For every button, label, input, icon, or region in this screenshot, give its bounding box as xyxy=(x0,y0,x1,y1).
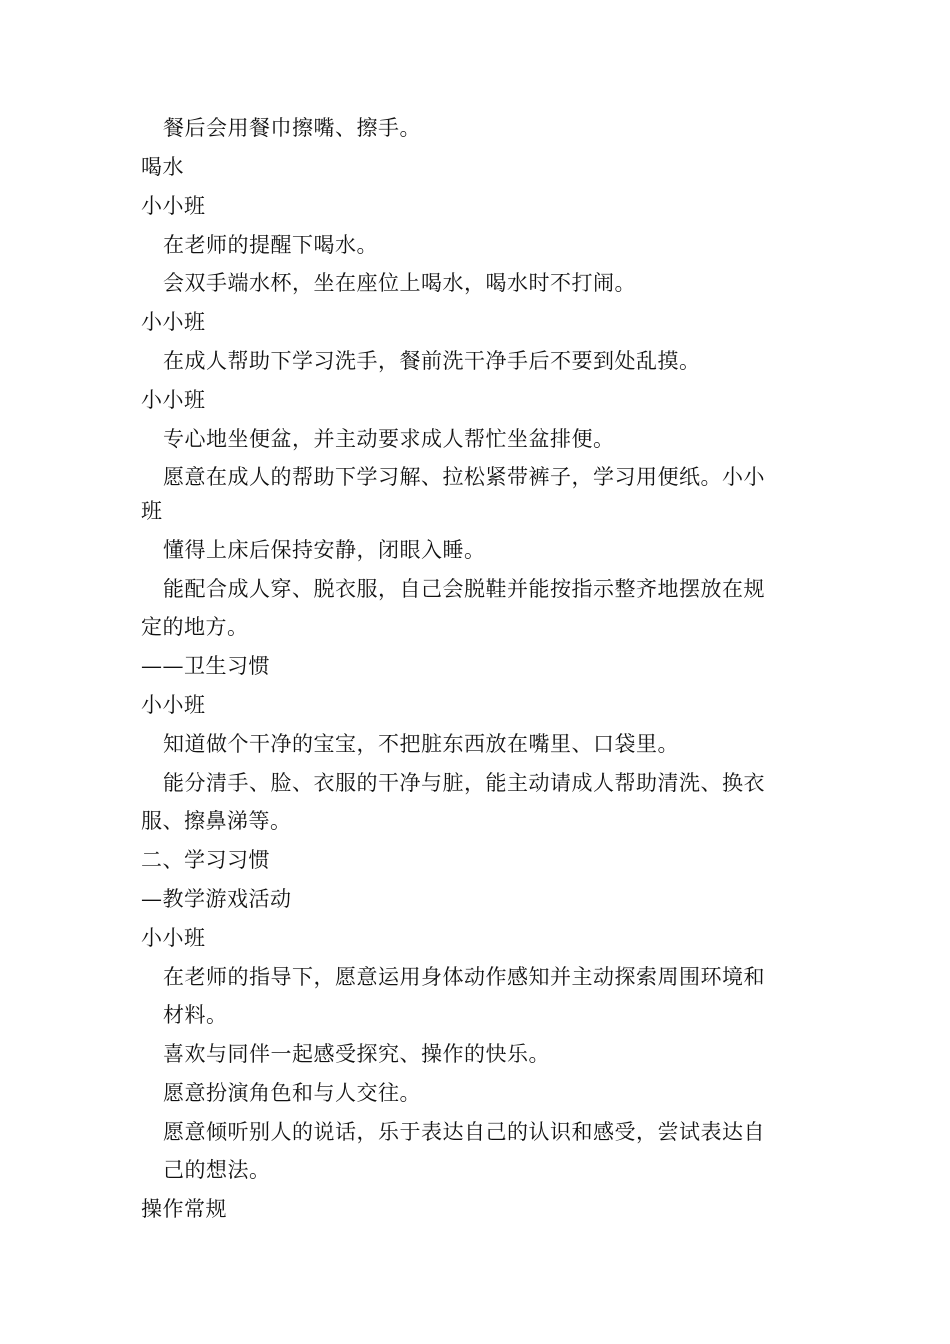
text-line: 专心地坐便盆，并主动要求成人帮忙坐盆排便。 xyxy=(163,427,615,451)
text-line: 愿意倾听别人的说话，乐于表达自己的认识和感受，尝试表达自 xyxy=(163,1120,765,1144)
text-line: 能配合成人穿、脱衣服，自己会脱鞋并能按指示整齐地摆放在规 xyxy=(163,577,765,601)
text-line-continuation: 己的想法。 xyxy=(163,1158,271,1182)
text-line: 知道做个干净的宝宝，不把脏东西放在嘴里、口袋里。 xyxy=(163,732,679,756)
text-line: 能分清手、脸、衣服的干净与脏，能主动请成人帮助清洗、换衣 xyxy=(163,771,765,795)
text-line: 愿意在成人的帮助下学习解、拉松紧带裤子，学习用便纸。小小 xyxy=(163,465,765,489)
section-heading: 喝水 xyxy=(141,155,184,179)
text-line-continuation: 班 xyxy=(141,499,163,523)
class-heading: 小小班 xyxy=(141,388,206,412)
class-heading: 小小班 xyxy=(141,926,206,950)
text-line: 喜欢与同伴一起感受探究、操作的快乐。 xyxy=(163,1042,550,1066)
text-line-continuation: 服、擦鼻涕等。 xyxy=(141,809,292,833)
text-line: 在老师的指导下，愿意运用身体动作感知并主动探索周围环境和 xyxy=(163,965,765,989)
class-heading: 小小班 xyxy=(141,310,206,334)
text-line-continuation: 定的地方。 xyxy=(141,615,249,639)
text-line: 懂得上床后保持安静，闭眼入睡。 xyxy=(163,538,486,562)
text-line: 会双手端水杯，坐在座位上喝水，喝水时不打闹。 xyxy=(163,271,636,295)
class-heading: 小小班 xyxy=(141,693,206,717)
text-line-continuation: 材料。 xyxy=(163,1003,228,1027)
section-heading: ——卫生习惯 xyxy=(141,654,270,678)
text-line: 在老师的提醒下喝水。 xyxy=(163,233,378,257)
class-heading: 小小班 xyxy=(141,194,206,218)
subsection-heading: —教学游戏活动 xyxy=(141,887,292,911)
text-line: 餐后会用餐巾擦嘴、擦手。 xyxy=(163,116,421,140)
text-line: 在成人帮助下学习洗手，餐前洗干净手后不要到处乱摸。 xyxy=(163,349,701,373)
section-heading: 操作常规 xyxy=(141,1197,227,1221)
section-heading: 二、学习习惯 xyxy=(141,848,270,872)
text-line: 愿意扮演角色和与人交往。 xyxy=(163,1081,421,1105)
